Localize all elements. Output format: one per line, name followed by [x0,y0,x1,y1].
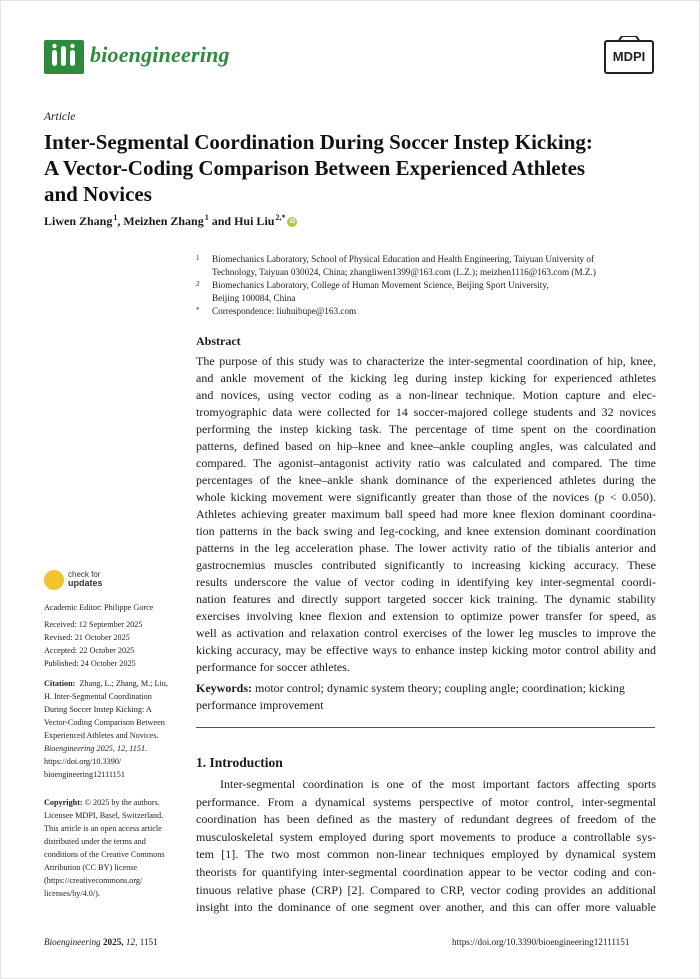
publisher-logo[interactable] [604,40,654,74]
citation-label: Citation: [44,679,76,688]
author-affiliation-mark: 1 [204,213,209,222]
introduction-line: coordination has been defined as the mastery of redundant degrees of freedom of the [196,812,656,827]
abstract-line: compared. The agonist–antagonist activity ratio was calculated and compared. The time [196,456,656,470]
abstract-line: nation features and directly support targeted soccer kick training. The dynamic stability [196,592,656,606]
author-separator: and [208,214,235,228]
introduction-line: Inter-segmental coordination is one of the most important factors affecting sports [220,777,656,791]
citation-block [44,677,168,781]
dates-block [44,618,142,670]
citation-line: During Soccer Instep Kicking: A [44,705,152,714]
introduction-line: performance. From a dynamical systems perspective of motor control, inter-segmental [196,794,656,809]
keywords [196,680,656,714]
affiliation-mark: 1 [196,254,200,262]
author-name[interactable]: Liwen Zhang [44,214,113,228]
copyright-block [44,796,165,900]
abstract-line: results underscore the value of vector coding in identifying key inter-segmental coordi- [196,575,656,589]
abstract-line: Athletes achieving greater maximum ball speed had more knee flexion dominant coordina- [196,507,656,521]
section-heading: 1. Introduction [196,755,283,770]
affiliation-line: Technology, Taiyuan 030024, China; zhangliwen1399@163.com (L.Z.); meizhen1116@163.com (M.Z.) [212,267,596,277]
citation-doi-link[interactable]: bioengineering12111151 [44,770,125,779]
title-line: Inter-Segmental Coordination During Soccer Instep Kicking: [44,130,593,154]
copyright-line: Licensee MDPI, Basel, Switzerland. [44,811,164,820]
publisher-logo-icon [618,36,640,42]
affiliation-line: Biomechanics Laboratory, College of Human Movement Science, Beijing Sport University, [212,280,549,290]
footer-article-number: 1151 [139,937,158,947]
copyright-label: Copyright: [44,798,83,807]
footer-citation [44,937,158,947]
affiliation-mark: 2 [196,280,200,288]
article-title [44,129,664,207]
abstract-line: The purpose of this study was to characterize the inter-segmental coordination of hip, knee, [196,354,656,368]
article-type: Article [44,111,76,123]
abstract-line: tion patterns in the back swing and leg-cocking, and knee extension dominant coordination [196,524,656,538]
affiliation-mark: * [196,306,200,314]
footer-doi-link[interactable]: https://doi.org/10.3390/bioengineering12111151 [452,937,630,947]
abstract-line: performing the instep kicking task. The percentage of time spent on the coordination [196,422,656,436]
author-affiliation-mark: 1 [113,213,118,222]
affiliation-line: Biomechanics Laboratory, School of Physical Education and Health Engineering, Taiyuan University of [212,254,595,264]
academic-editor: Academic Editor: Philippe Gorce [44,603,154,612]
abstract-line: exercises involving knee flexion and extension to optimize power transfer for speed, as [196,609,656,623]
citation-doi-link[interactable]: https://doi.org/10.3390/ [44,757,122,766]
citation-line: Experienced Athletes and Novices. [44,731,159,740]
footer-volume: 12, [125,937,138,947]
revised-date: Revised: 21 October 2025 [44,633,130,642]
abstract-line: well as activation and relaxation control exercises of the lower leg muscles to improve the [196,626,656,640]
abstract-line: and novices, using vector coding as a non-linear technique. Motion capture and elec- [196,388,656,402]
introduction-line: theorists for quantifying inter-segmental coordination appear to be vector coding and con- [196,864,656,879]
citation-line: Zhang, L.; Zhang, M.; Liu, [79,679,168,688]
keywords-label: Keywords: [196,681,252,695]
footer-journal: Bioengineering [44,937,101,947]
license-link[interactable]: licenses/by/4.0/). [44,889,100,898]
journal-logo-icon [44,40,84,74]
abstract-line: tromyographic data were collected for 14 soccer-majored college students and 32 novices [196,405,656,419]
check-updates-line: updates [68,578,103,588]
abstract-line: gastrocnemius muscles contributed significantly to increasing kicking accuracy. These [196,558,656,572]
introduction-body [196,776,656,917]
abstract-line: and ankle movement of the kicking leg during instep kicking for experienced athletes [196,371,656,385]
abstract-line: patterns in the leg acceleration phase. The lower activity ratio of the tibialis anterior and [196,541,656,555]
copyright-line: Attribution (CC BY) license [44,863,138,872]
keywords-text: motor control; dynamic system theory; coupling angle; coordination; kicking [255,681,625,695]
journal-name[interactable]: bioengineering [90,42,230,67]
abstract-line: kicking accuracy, may be effective ways to enhance instep kicking motor control ability and [196,643,656,657]
citation-line: Vector-Coding Comparison Between [44,718,165,727]
introduction-line: tinuous relative phase (CRP) [2]. Compared to CRP, vector coding provides an additional [196,882,656,897]
license-link[interactable]: (https://creativecommons.org/ [44,876,143,885]
footer-year: 2025, [102,937,124,947]
abstract-line: patterns, defined based on hip–knee and knee–ankle coupling angles, was calculated and [196,439,656,453]
check-for-updates-badge[interactable] [44,570,134,594]
author-name[interactable]: Hui Liu [234,214,275,228]
copyright-line: distributed under the terms and [44,837,146,846]
author-name[interactable]: Meizhen Zhang [123,214,204,228]
section-divider [196,727,655,728]
title-line: and Novices [44,182,152,206]
introduction-line: tem [1]. The two most common non-linear techniques employed by dynamical system [196,847,656,862]
abstract-body [196,353,656,676]
accepted-date: Accepted: 22 October 2025 [44,646,135,655]
publisher-name: MDPI [612,49,646,64]
check-updates-line: check for [68,570,101,579]
correspondence-line[interactable]: Correspondence: liuhuibupe@163.com [212,306,357,316]
abstract-line: percentages of the knee–ankle shank dominance of the experienced athletes during the [196,473,656,487]
introduction-line: musculoskeletal system employed during sport movements to produce a controllable sys- [196,829,656,844]
copyright-line: This article is an open access article [44,824,162,833]
affiliation-line: Beijing 100084, China [212,293,296,303]
abstract-heading: Abstract [196,334,241,348]
author-affiliation-mark: 2,* [275,213,286,222]
published-date: Published: 24 October 2025 [44,659,136,668]
copyright-line: conditions of the Creative Commons [44,850,165,859]
check-updates-text [68,570,103,588]
received-date: Received: 12 September 2025 [44,620,143,629]
orcid-icon[interactable]: iD [289,219,296,225]
introduction-line: insight into the dominance of one segment over another, and this can offer more valuable [196,900,656,915]
author-separator: , [117,214,124,228]
check-updates-icon [44,570,64,590]
keywords-text: performance improvement [196,698,324,712]
author-list [44,213,297,229]
citation-line: Bioengineering 2025, 12, 1151. [44,744,148,753]
abstract-line: whole kicking movement were significantly greater than those of the novices (p < 0.050). [196,490,656,504]
title-line: A Vector-Coding Comparison Between Experienced Athletes [44,156,586,180]
citation-line: H. Inter-Segmental Coordination [44,692,152,701]
abstract-line: performance for soccer athletes. [196,660,350,674]
copyright-line: © 2025 by the authors. [84,798,160,807]
